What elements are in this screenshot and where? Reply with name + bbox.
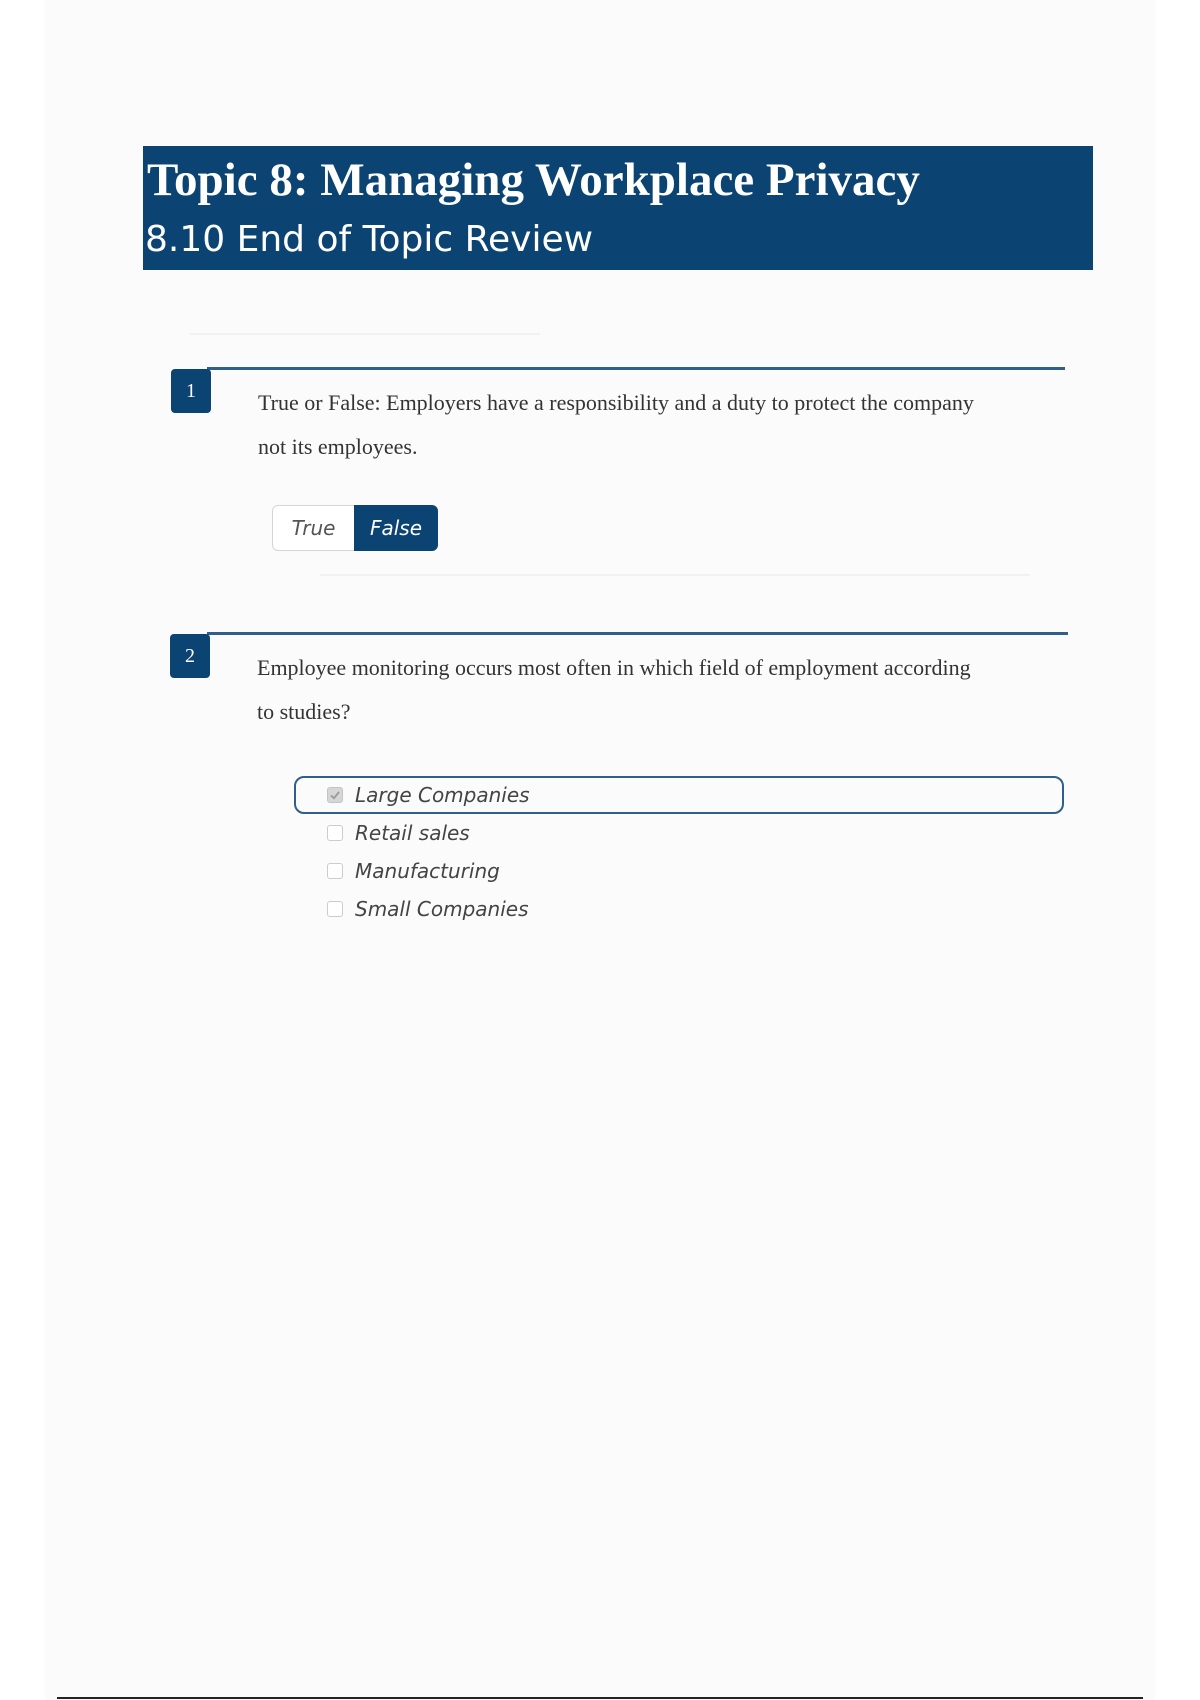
- true-false-toggle: [272, 505, 438, 551]
- option-retail-sales[interactable]: [294, 814, 1064, 852]
- topic-header: [143, 146, 1093, 270]
- divider: [320, 574, 1030, 576]
- checkbox[interactable]: [327, 901, 343, 917]
- question-1-number-badge: 1: [171, 369, 211, 413]
- checkbox[interactable]: [327, 863, 343, 879]
- true-option-button[interactable]: True: [272, 505, 354, 551]
- footer-divider: [57, 1697, 1143, 1699]
- option-small-companies[interactable]: [294, 890, 1064, 928]
- divider: [190, 333, 540, 335]
- question-1-text: True or False: Employers have a responsibility and a duty to protect the company not its employees.: [258, 390, 974, 459]
- option-manufacturing[interactable]: [294, 852, 1064, 890]
- checkbox[interactable]: [327, 825, 343, 841]
- question-2-number-badge: 2: [170, 634, 210, 678]
- question-2-rule: [207, 632, 1068, 635]
- option-label: Manufacturing: [355, 859, 500, 883]
- page-title: Topic 8: Managing Workplace Privacy: [147, 154, 920, 206]
- question-2-text: Employee monitoring occurs most often in which field of employment according to studies?: [257, 655, 971, 724]
- checkbox[interactable]: [327, 787, 343, 803]
- question-2-options: [294, 776, 1064, 928]
- option-label: Small Companies: [355, 897, 529, 921]
- option-label: Large Companies: [355, 783, 530, 807]
- option-label: Retail sales: [355, 821, 470, 845]
- section-subtitle: 8.10 End of Topic Review: [145, 219, 594, 260]
- check-icon: [329, 789, 341, 801]
- false-option-button[interactable]: False: [354, 505, 438, 551]
- question-1-rule: [207, 367, 1065, 370]
- option-large-companies[interactable]: [294, 776, 1064, 814]
